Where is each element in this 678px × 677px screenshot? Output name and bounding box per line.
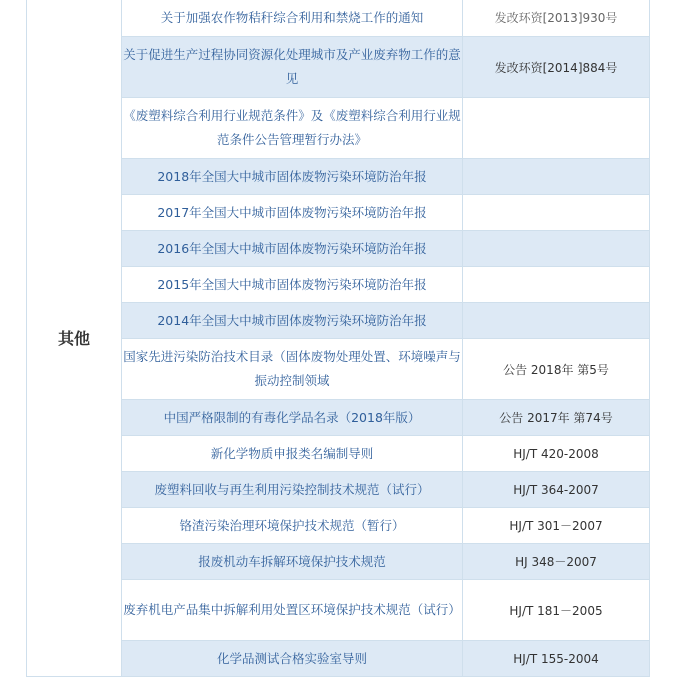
document-code [463,159,650,195]
document-title[interactable]: 关于促进生产过程协同资源化处理城市及产业废弃物工作的意见 [122,37,463,98]
document-title[interactable]: 中国严格限制的有毒化学品名录（2018年版） [122,400,463,436]
document-code: HJ/T 155-2004 [463,641,650,677]
document-title[interactable]: 废弃机电产品集中拆解利用处置区环境保护技术规范（试行） [122,580,463,641]
document-code: 公告 2018年 第5号 [463,339,650,400]
document-code: HJ/T 364-2007 [463,472,650,508]
document-title[interactable]: 2014年全国大中城市固体废物污染环境防治年报 [122,303,463,339]
document-code: 公告 2017年 第74号 [463,400,650,436]
document-title[interactable]: 国家先进污染防治技术目录（固体废物处理处置、环境噪声与振动控制领域 [122,339,463,400]
document-title[interactable]: 《废塑料综合利用行业规范条件》及《废塑料综合利用行业规范条件公告管理暂行办法》 [122,98,463,159]
document-title[interactable]: 2016年全国大中城市固体废物污染环境防治年报 [122,231,463,267]
document-code: 发改环资[2013]930号 [463,0,650,37]
document-title[interactable]: 2017年全国大中城市固体废物污染环境防治年报 [122,195,463,231]
table-row [27,0,650,37]
document-code [463,267,650,303]
document-code [463,98,650,159]
document-code [463,303,650,339]
document-title[interactable]: 化学品测试合格实验室导则 [122,641,463,677]
document-title[interactable]: 报废机动车拆解环境保护技术规范 [122,544,463,580]
document-code: HJ 348－2007 [463,544,650,580]
document-code: HJ/T 420-2008 [463,436,650,472]
document-code [463,231,650,267]
document-code: HJ/T 181－2005 [463,580,650,641]
document-title[interactable]: 关于加强农作物秸秆综合利用和禁烧工作的通知 [122,0,463,37]
document-code: 发改环资[2014]884号 [463,37,650,98]
regulations-table [26,0,650,677]
category-cell: 其他 [27,0,122,677]
document-title[interactable]: 新化学物质申报类名编制导则 [122,436,463,472]
document-title[interactable]: 2015年全国大中城市固体废物污染环境防治年报 [122,267,463,303]
document-title[interactable]: 铬渣污染治理环境保护技术规范（暂行） [122,508,463,544]
document-code [463,195,650,231]
document-title[interactable]: 2018年全国大中城市固体废物污染环境防治年报 [122,159,463,195]
document-title[interactable]: 废塑料回收与再生利用污染控制技术规范（试行） [122,472,463,508]
document-code: HJ/T 301－2007 [463,508,650,544]
